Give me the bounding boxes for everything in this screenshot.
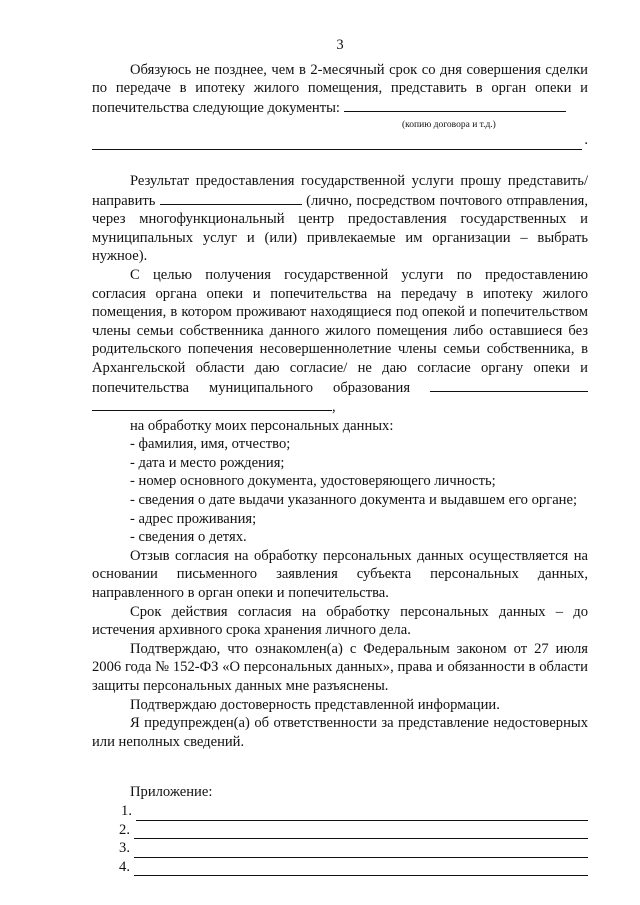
term-paragraph: Срок действия согласия на обработку персональных данных – до истечения архивного срока хранения личного дела. <box>92 603 588 639</box>
result-text-1: Результат предоставления государственной услуги прошу представить/направить <box>92 172 588 209</box>
attachment-number: 3. <box>119 840 130 857</box>
law-paragraph: Подтверждаю, что ознакомлен(а) с Федеральным законом от 27 июля 2006 года № 152-ФЗ «О персональных данных», права и обязанности в области защиты персональных данных мне разъяснены. <box>92 640 588 694</box>
attachment-line[interactable] <box>136 807 588 821</box>
documents-line-row <box>92 131 588 150</box>
consent-paragraph <box>92 266 588 417</box>
consent-line-2: на обработку моих персональных данных: <box>130 417 394 434</box>
consent-comma: , <box>332 399 336 416</box>
documents-line[interactable] <box>92 135 582 150</box>
list-item: - дата и место рождения; <box>130 454 285 471</box>
attachment-line[interactable] <box>134 862 588 876</box>
result-text-2: (лично, посредством почтового отправления, через многофункциональный центр предоставления государственных и муниципальных услуг и (или) привлекаемые им организации – выбрать нужное). <box>92 192 588 265</box>
attachment-item <box>106 802 588 821</box>
document-page <box>92 36 588 876</box>
delivery-method-blank[interactable] <box>160 191 302 205</box>
documents-blank[interactable] <box>344 98 566 112</box>
revoke-paragraph: Отзыв согласия на обработку персональных данных осуществляется на основании письменного заявления субъекта персональных данных, направленного в орган опеки и попечительства. <box>92 547 588 602</box>
warn-paragraph: Я предупрежден(а) об ответственности за представление недостоверных или неполных сведений. <box>92 715 588 750</box>
attachment-item <box>106 821 588 840</box>
page-number: 3 <box>336 37 344 53</box>
confirm-paragraph: Подтверждаю достоверность представленной информации. <box>130 696 500 713</box>
documents-line-end: . <box>584 132 588 149</box>
list-item: - адрес проживания; <box>130 510 257 527</box>
intro-paragraph <box>92 61 588 118</box>
attachment-item <box>106 839 588 858</box>
result-paragraph <box>92 172 588 266</box>
attachment-item <box>106 858 588 877</box>
list-item: - номер основного документа, удостоверяющего личность; <box>130 473 496 490</box>
attachment-title: Приложение: <box>130 784 213 801</box>
municipality-blank[interactable] <box>430 378 588 392</box>
municipality-blank-2[interactable] <box>92 397 332 411</box>
documents-hint: (копию договора и т.д.) <box>402 120 496 131</box>
attachment-number: 4. <box>119 858 130 875</box>
attachment-line[interactable] <box>134 825 588 839</box>
consent-text: С целью получения государственной услуги по предоставлению согласия органа опеки и попечительства на передачу в ипотеку жилого помещения, в котором проживают находящиеся под опекой и попечительством члены семьи собственника данного жилого помещения либо оставшиеся без родительского попечения несовершеннолетние члены семьи собственника, в Архангельской области даю согласие/ не даю согласие органу опеки и попечительства муниципального образования <box>92 266 588 396</box>
list-item: - фамилия, имя, отчество; <box>130 436 291 453</box>
attachment-line[interactable] <box>134 844 588 858</box>
attachment-number: 1. <box>121 802 132 819</box>
list-item: - сведения о детях. <box>130 529 247 546</box>
list-item: - сведения о дате выдачи указанного документа и выдавшем его органе; <box>130 492 578 509</box>
intro-text: Обязуюсь не позднее, чем в 2-месячный срок со дня совершения сделки по передаче в ипотеку жилого помещения, представить в орган опеки и попечительства следующие документы: <box>92 61 588 116</box>
attachment-number: 2. <box>119 821 130 838</box>
